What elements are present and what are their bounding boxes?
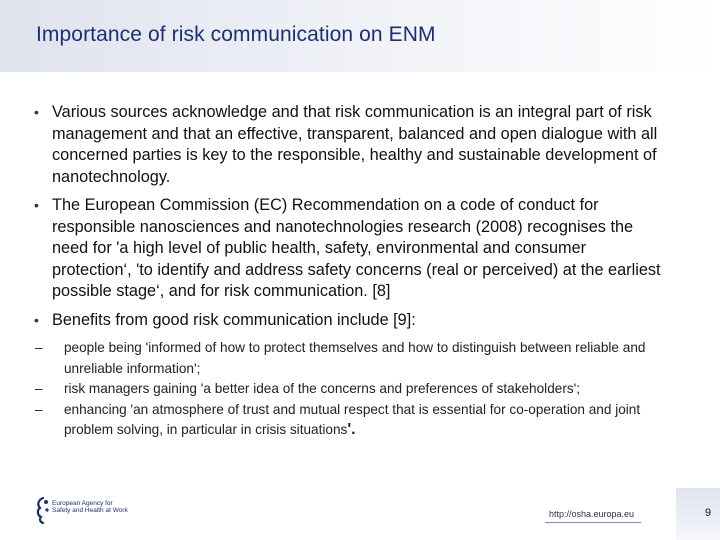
bullet-text: Benefits from good risk communication include [9]: — [52, 310, 416, 329]
sub-bullet-list — [34, 338, 668, 441]
agency-logo-icon — [34, 496, 52, 524]
bullet-text: The European Commission (EC) Recommendation on a code of conduct for responsible nanosciences and nanotechnologies research (2008) recognises the need for 'a high level of public health, safety, environmental and consumer protection‘, 'to identify and address safety concerns (real or perceived) at the earliest possible stage‘, and for risk communication. [8] — [52, 196, 661, 300]
bullet-item — [34, 310, 668, 332]
sub-bullet-item — [34, 338, 668, 379]
dash-glyph: – — [35, 381, 43, 396]
slide-content — [34, 102, 668, 441]
sub-bullet-text: people being 'informed of how to protect themselves and how to distinguish between reliable and unreliable information'; — [64, 340, 646, 376]
sub-bullet-text: enhancing 'an atmosphere of trust and mutual respect that is essential for co-operation and joint problem solving, in particular in crisis situations — [64, 401, 641, 437]
bullet-text: Various sources acknowledge and that risk communication is an integral part of risk management and that an effective, transparent, balanced and open dialogue with all concerned parties is key to the responsible, healthy and sustainable development of nanotechnology. — [52, 103, 658, 186]
page-number: 9 — [705, 507, 712, 519]
sub-bullet-text: risk managers gaining 'a better idea of the concerns and preferences of stakeholders'; — [64, 381, 581, 396]
bullet-item — [34, 102, 668, 188]
slide-title: Importance of risk communication on ENM — [36, 23, 436, 46]
bullet-glyph: • — [34, 311, 39, 328]
dash-glyph: – — [35, 401, 43, 417]
bullet-glyph: • — [34, 197, 39, 213]
logo-text: European Agency for Safety and Health at Work — [52, 500, 128, 515]
agency-logo — [34, 496, 128, 526]
bullet-glyph: • — [34, 104, 39, 120]
sub-bullet-tail: '. — [347, 421, 356, 438]
sub-bullet-item — [34, 400, 668, 441]
footer-url-link[interactable]: http://osha.europa.eu — [549, 509, 635, 519]
sub-bullet-item — [34, 379, 668, 400]
page-number-bar — [676, 488, 720, 540]
bullet-item — [34, 195, 668, 303]
dash-glyph: – — [35, 340, 43, 355]
footer-divider — [545, 522, 641, 523]
